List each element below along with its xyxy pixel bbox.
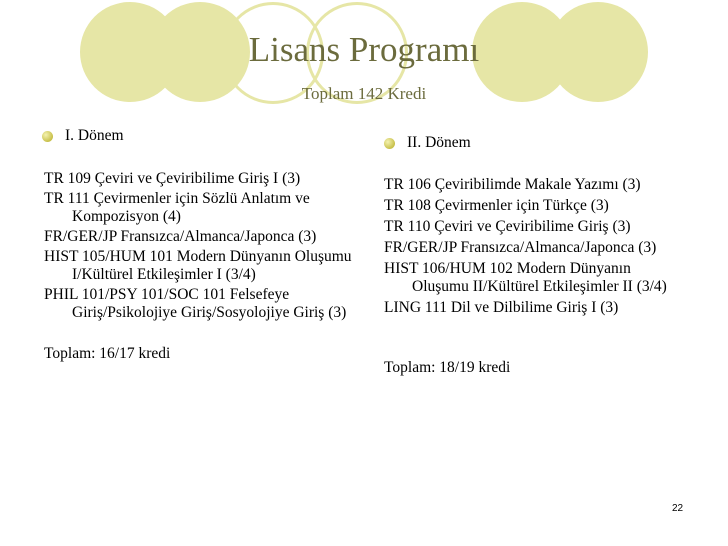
page-number: 22 (672, 503, 684, 514)
left-column (44, 127, 369, 363)
left-course: FR/GER/JP Fransızca/Almanca/Japonca (3) (44, 228, 317, 245)
left-course: PHIL 101/PSY 101/SOC 101 Felsefeye Giriş/Psikolojiye Giriş/Sosyolojiye Giriş (3) (44, 286, 347, 321)
left-course: TR 111 Çevirmenler için Sözlü Anlatım ve Kompozisyon (4) (44, 190, 310, 225)
slide-title: Lisans Programı (248, 30, 480, 69)
right-course: TR 108 Çevirmenler için Türkçe (3) (384, 197, 609, 214)
left-heading: I. Dönem (65, 127, 124, 144)
right-course: HIST 106/HUM 102 Modern Dünyanın Oluşumu II/Kültürel Etkileşimler II (3/4) (384, 260, 667, 295)
left-total: Toplam: 16/17 kredi (44, 345, 171, 362)
right-column (384, 134, 689, 377)
left-course: TR 109 Çeviri ve Çeviribilime Giriş I (3) (44, 170, 301, 187)
left-course: HIST 105/HUM 101 Modern Dünyanın Oluşumu I/Kültürel Etkileşimler I (3/4) (44, 248, 352, 283)
right-heading-line (384, 134, 689, 152)
right-total: Toplam: 18/19 kredi (384, 359, 511, 376)
right-course: TR 110 Çeviri ve Çeviribilime Giriş (3) (384, 218, 631, 235)
right-course: FR/GER/JP Fransızca/Almanca/Japonca (3) (384, 239, 657, 256)
right-heading: II. Dönem (407, 134, 471, 151)
slide-subtitle: Toplam 142 Kredi (301, 84, 427, 103)
bullet-icon (42, 131, 53, 142)
left-heading-line (42, 127, 369, 145)
bullet-icon (384, 138, 395, 149)
right-course: LING 111 Dil ve Dilbilime Giriş I (3) (384, 299, 619, 316)
right-course: TR 106 Çeviribilimde Makale Yazımı (3) (384, 176, 641, 193)
